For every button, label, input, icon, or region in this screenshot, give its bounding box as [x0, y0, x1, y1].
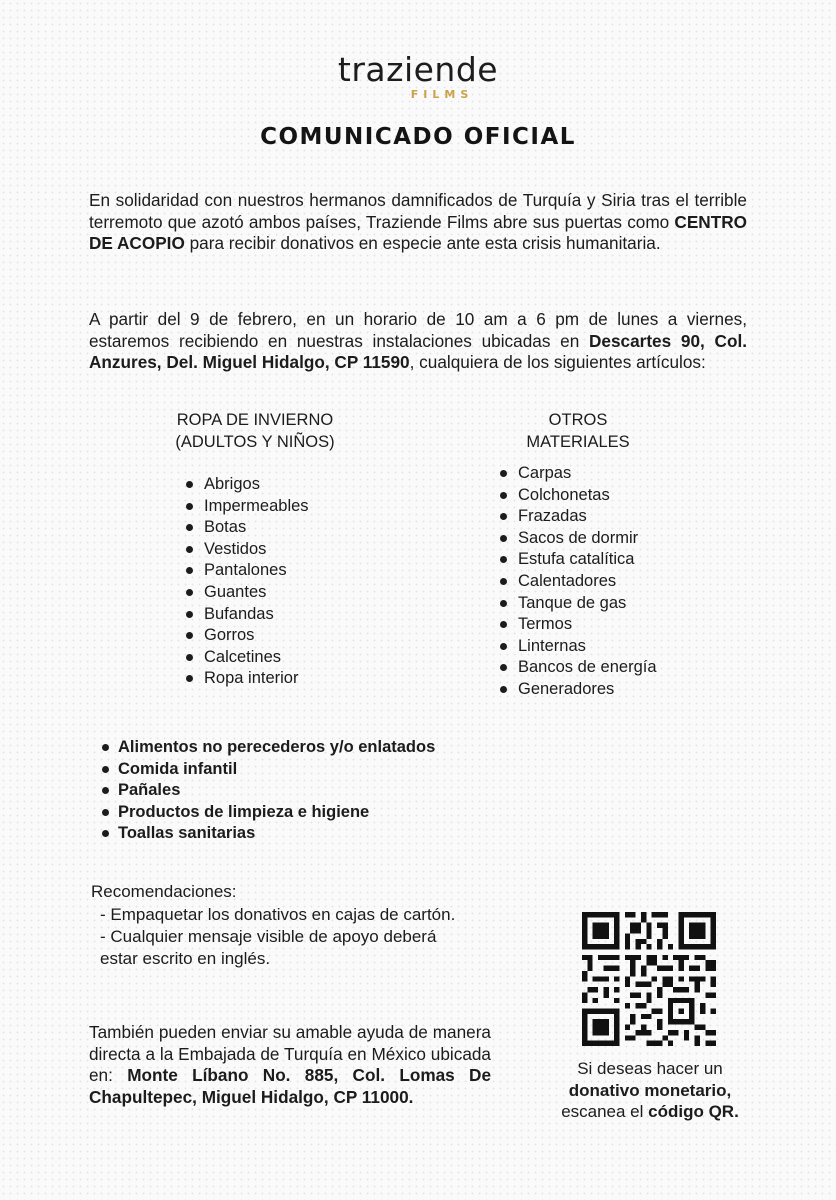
list-item: Termos [498, 614, 657, 636]
qr-caption-line1: Si deseas hacer un [577, 1059, 723, 1078]
qr-caption-line3: escanea el [561, 1102, 649, 1121]
list-item: Calentadores [498, 571, 657, 593]
list-item: Sacos de dormir [498, 528, 657, 550]
schedule-text-1: A partir del 9 de febrero, en un horario de 10 am a 6 pm de lunes a viernes, estaremos recibiendo en nuestras instalaciones ubicadas en [89, 309, 747, 351]
qr-caption-bold: donativo monetario, [568, 1080, 732, 1100]
winter-heading-line1: ROPA DE INVIERNO [176, 411, 334, 429]
recommendation-item: - Empaquetar los donativos en cajas de cartón. [100, 905, 456, 924]
embassy-paragraph [89, 1022, 491, 1108]
recommendation-item: - Cualquier mensaje visible de apoyo deberá [100, 927, 437, 946]
list-item: Toallas sanitarias [100, 823, 435, 845]
list-item: Carpas [498, 463, 657, 485]
embassy-text: También pueden enviar su amable ayuda de manera directa a la Embajada de Turquía en México ubicada en: [89, 1022, 491, 1086]
list-item: Frazadas [498, 506, 657, 528]
qr-caption [530, 1058, 770, 1123]
logo-subtitle: FILMS [410, 88, 474, 101]
other-heading-line2: MATERIALES [526, 432, 630, 451]
intro-paragraph [89, 190, 747, 255]
list-item: Bufandas [184, 604, 309, 626]
list-item: Ropa interior [184, 668, 309, 690]
essentials-list [100, 737, 435, 845]
qr-caption-code: código QR. [648, 1102, 739, 1121]
logo-wordmark: traziende [337, 50, 499, 89]
intro-text-2: para recibir donativos en especie ante esta crisis humanitaria. [184, 233, 661, 254]
list-item: Bancos de energía [498, 657, 657, 679]
list-item: Impermeables [184, 496, 309, 518]
list-item: Comida infantil [100, 759, 435, 781]
other-materials-list [498, 463, 657, 701]
list-item: Linternas [498, 636, 657, 658]
logo [0, 52, 836, 101]
schedule-address: Descartes 90, Col. Anzures, Del. Miguel Hidalgo, CP 11590 [89, 330, 747, 373]
qr-code[interactable] [582, 912, 716, 1046]
list-item: Generadores [498, 679, 657, 701]
intro-bold: CENTRO DE ACOPIO [89, 211, 747, 254]
list-item: Gorros [184, 625, 309, 647]
embassy-address: Monte Líbano No. 885, Col. Lomas De Chapultepec, Miguel Hidalgo, CP 11000. [89, 1065, 492, 1107]
list-item: Estufa catalítica [498, 549, 657, 571]
list-item: Abrigos [184, 474, 309, 496]
winter-heading-line2: (ADULTOS Y NIÑOS) [175, 432, 335, 451]
list-item: Guantes [184, 582, 309, 604]
list-item: Botas [184, 517, 309, 539]
list-item: Colchonetas [498, 485, 657, 507]
list-item: Pantalones [184, 560, 309, 582]
intro-text-1: En solidaridad con nuestros hermanos damnificados de Turquía y Siria tras el terrible terremoto que azotó ambos países, Traziende Films abre sus puertas como [89, 190, 747, 232]
list-item: Pañales [100, 780, 435, 802]
list-item: Tanque de gas [498, 593, 657, 615]
other-materials-heading [488, 410, 668, 453]
page-title: COMUNICADO OFICIAL [260, 124, 576, 150]
recommendations [91, 881, 455, 970]
winter-clothes-heading [160, 410, 350, 453]
schedule-paragraph [89, 309, 747, 374]
recommendations-title: Recomendaciones: [91, 882, 237, 901]
recommendation-item: estar escrito en inglés. [100, 949, 271, 968]
list-item: Calcetines [184, 647, 309, 669]
winter-clothes-list [184, 474, 309, 690]
other-heading-line1: OTROS [548, 411, 608, 429]
list-item: Vestidos [184, 539, 309, 561]
list-item: Alimentos no perecederos y/o enlatados [100, 737, 435, 759]
schedule-text-2: , cualquiera de los siguientes artículos: [409, 352, 706, 373]
list-item: Productos de limpieza e higiene [100, 802, 435, 824]
